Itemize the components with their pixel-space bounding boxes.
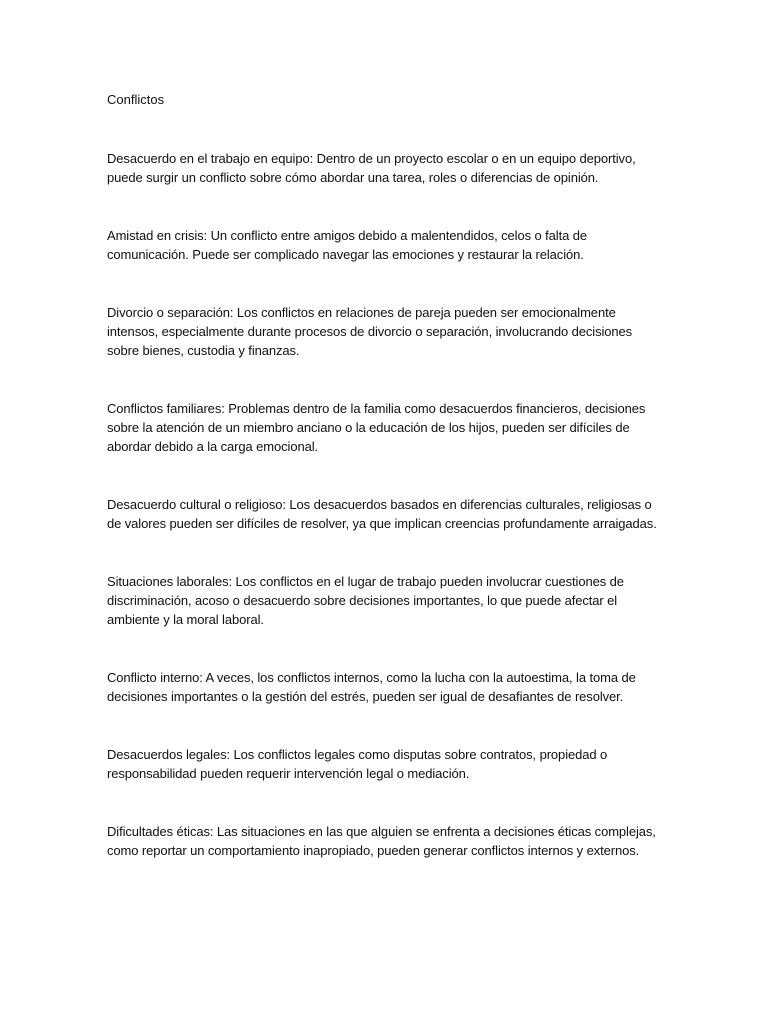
paragraph-desacuerdo-cultural: Desacuerdo cultural o religioso: Los desacuerdos basados en diferencias culturales, religiosas o de valores pueden ser difíciles de resolver, ya que implican creencias profundamente arraigadas.	[107, 497, 657, 531]
paragraph-amistad-en-crisis: Amistad en crisis: Un conflicto entre amigos debido a malentendidos, celos o falta de comunicación. Puede ser complicado navegar las emociones y restaurar la relación.	[107, 228, 587, 262]
paragraph-dificultades-eticas: Dificultades éticas: Las situaciones en las que alguien se enfrenta a decisiones éticas complejas, como reportar un comportamiento inapropiado, pueden generar conflictos internos y externos.	[107, 824, 656, 858]
paragraph-conflicto-interno: Conflicto interno: A veces, los conflictos internos, como la lucha con la autoestima, la toma de decisiones importantes o la gestión del estrés, pueden ser igual de desafiantes de resolver.	[107, 670, 636, 704]
paragraph-desacuerdos-legales: Desacuerdos legales: Los conflictos legales como disputas sobre contratos, propiedad o responsabilidad pueden requerir intervención legal o mediación.	[107, 747, 608, 781]
document-body	[107, 90, 667, 899]
paragraph-trabajo-en-equipo: Desacuerdo en el trabajo en equipo: Dentro de un proyecto escolar o en un equipo deportivo, puede surgir un conflicto sobre cómo abordar una tarea, roles o diferencias de opinión.	[107, 151, 636, 185]
paragraph-divorcio: Divorcio o separación: Los conflictos en relaciones de pareja pueden ser emocionalmente intensos, especialmente durante procesos de divorcio o separación, involucrando decisiones sobre bienes, custodia y finanzas.	[107, 305, 633, 358]
paragraph-situaciones-laborales: Situaciones laborales: Los conflictos en el lugar de trabajo pueden involucrar cuestiones de discriminación, acoso o desacuerdo sobre decisiones importantes, lo que puede afectar el ambiente y la moral laboral.	[107, 574, 624, 627]
document-title: Conflictos	[107, 92, 165, 107]
paragraph-conflictos-familiares: Conflictos familiares: Problemas dentro de la familia como desacuerdos financieros, decisiones sobre la atención de un miembro anciano o la educación de los hijos, pueden ser difíciles de abordar debido a la carga emocional.	[107, 401, 646, 454]
